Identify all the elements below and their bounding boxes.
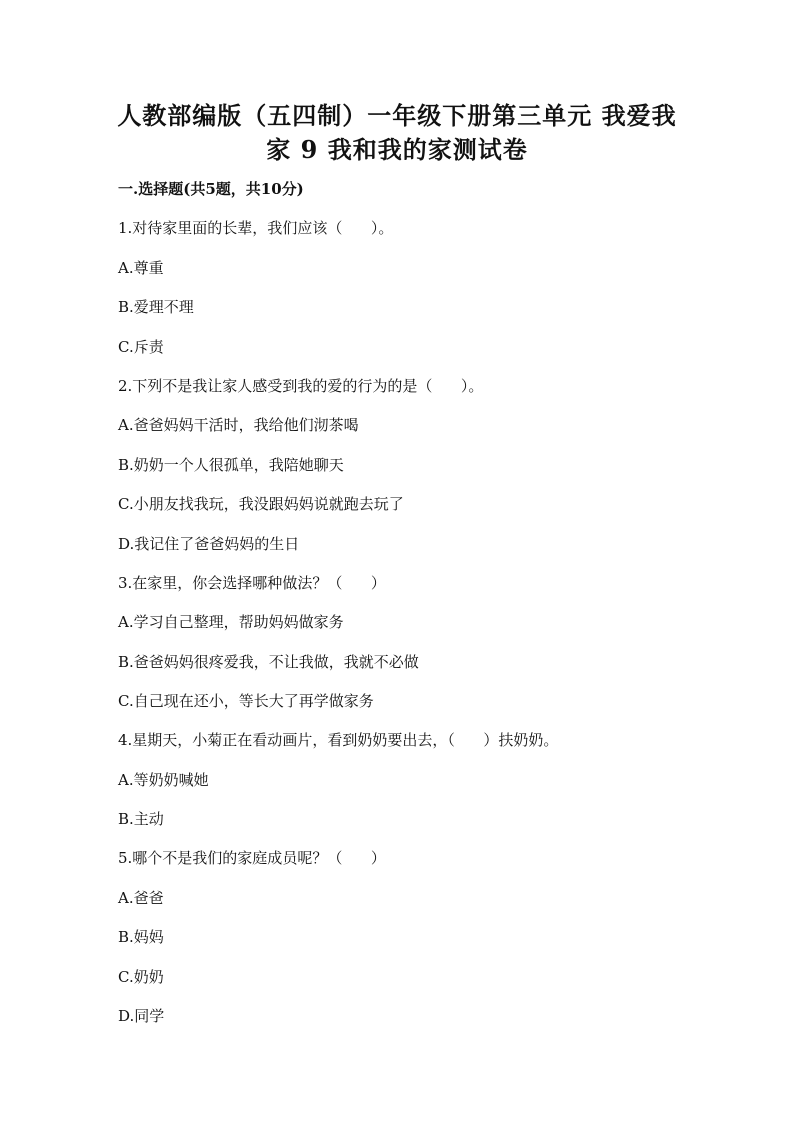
- question-5-option-c: C.奶奶: [118, 968, 164, 986]
- question-5-stem: 5.哪个不是我们的家庭成员呢？（ ）: [118, 849, 386, 867]
- question-1-option-b: B.爱理不理: [118, 298, 194, 316]
- question-4-stem: 4.星期天，小菊正在看动画片，看到奶奶要出去，（ ）扶奶奶。: [118, 731, 559, 749]
- section-header: 一.选择题(共5题，共10分): [118, 180, 304, 198]
- question-5-option-d: D.同学: [118, 1007, 165, 1025]
- question-1-stem: 1.对待家里面的长辈，我们应该（ ）。: [118, 219, 394, 237]
- question-1-option-c: C.斥责: [118, 338, 164, 356]
- question-3-stem: 3.在家里，你会选择哪种做法？（ ）: [118, 574, 386, 592]
- question-5-option-a: A.爸爸: [118, 889, 164, 907]
- document-title-line-1: 人教部编版（五四制）一年级下册第三单元 我爱我: [117, 101, 677, 130]
- question-3-option-b: B.爸爸妈妈很疼爱我，不让我做，我就不必做: [118, 653, 419, 671]
- question-2-option-d: D.我记住了爸爸妈妈的生日: [118, 535, 300, 553]
- question-2-option-a: A.爸爸妈妈干活时，我给他们沏茶喝: [118, 416, 359, 434]
- document-title-line-2: 家 9 我和我的家测试卷: [266, 135, 528, 164]
- question-2-option-c: C.小朋友找我玩，我没跟妈妈说就跑去玩了: [118, 495, 404, 513]
- question-1-option-a: A.尊重: [118, 259, 164, 277]
- question-3-option-c: C.自己现在还小，等长大了再学做家务: [118, 692, 374, 710]
- question-5-option-b: B.妈妈: [118, 928, 164, 946]
- question-2-option-b: B.奶奶一个人很孤单，我陪她聊天: [118, 456, 344, 474]
- question-2-stem: 2.下列不是我让家人感受到我的爱的行为的是（ ）。: [118, 377, 484, 395]
- question-3-option-a: A.学习自己整理，帮助妈妈做家务: [118, 613, 344, 631]
- question-4-option-a: A.等奶奶喊她: [118, 771, 209, 789]
- question-4-option-b: B.主动: [118, 810, 164, 828]
